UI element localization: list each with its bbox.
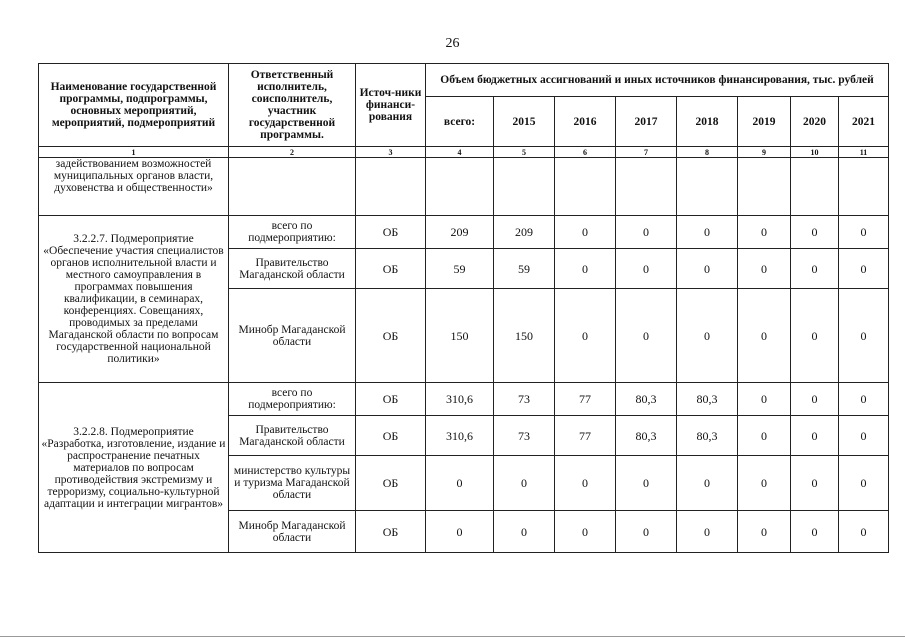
value-cell: 59 [494,249,555,289]
source-cell: ОБ [356,383,426,416]
value-cell: 0 [555,511,616,553]
value-cell: 0 [616,249,677,289]
value-cell: 77 [555,416,616,456]
column-number: 8 [677,147,738,158]
executor-cell: Правительство Магаданской области [229,416,356,456]
executor-cell: Правительство Магаданской области [229,249,356,289]
value-cell: 0 [738,216,791,249]
value-cell: 310,6 [426,383,494,416]
executor-cell: Минобр Магаданской области [229,289,356,383]
header-year: 2016 [555,97,616,147]
value-cell: 0 [839,416,889,456]
value-cell: 0 [426,456,494,511]
column-number-row [39,147,889,158]
header-program-name: Наименование государственной программы, подпрограммы, основных мероприятий, мероприятий, подмероприятий [39,64,229,147]
source-cell: ОБ [356,249,426,289]
value-cell: 0 [791,456,839,511]
value-cell: 0 [738,289,791,383]
value-cell: 0 [555,456,616,511]
value-cell: 73 [494,416,555,456]
value-cell: 0 [616,289,677,383]
scan-edge-line [0,636,905,637]
value-cell: 0 [839,289,889,383]
value-cell: 0 [738,416,791,456]
value-cell: 0 [616,456,677,511]
subactivity-3227-name: 3.2.2.7. Подмероприятие «Обеспечение участия специалистов органов исполнительной власти и местного самоуправления в программах повышения квалификации, в семинарах, конференциях. Совещаниях, проводимых за пределами Магаданской области по вопросам государственной национальной политики» [39,216,229,383]
column-number: 10 [791,147,839,158]
value-cell: 0 [791,511,839,553]
subactivity-3228-name: 3.2.2.8. Подмероприятие «Разработка, изготовление, издание и распространение печатных материалов по вопросам противодействия экстремизму и терроризму, социально-культурной адаптации и интеграции мигрантов» [39,383,229,553]
value-cell: 77 [555,383,616,416]
executor-cell: Минобр Магаданской области [229,511,356,553]
source-cell: ОБ [356,216,426,249]
value-cell: 0 [791,249,839,289]
value-cell: 209 [426,216,494,249]
value-cell: 0 [677,511,738,553]
source-cell: ОБ [356,456,426,511]
continuation-text: задействованием возможностей муниципальных органов власти, духовенства и общественности» [39,158,229,216]
value-cell: 0 [494,456,555,511]
value-cell: 0 [677,216,738,249]
header-year: 2015 [494,97,555,147]
value-cell: 0 [839,383,889,416]
value-cell: 0 [839,216,889,249]
value-cell: 73 [494,383,555,416]
header-year: 2019 [738,97,791,147]
value-cell: 0 [494,511,555,553]
value-cell: 80,3 [616,383,677,416]
page-number: 26 [445,36,460,51]
value-cell: 0 [616,216,677,249]
column-number: 1 [39,147,229,158]
header-executor: Ответственный исполнитель, соисполнитель, участник государственной программы. [229,64,356,147]
source-cell: ОБ [356,511,426,553]
column-number: 11 [839,147,889,158]
value-cell: 209 [494,216,555,249]
value-cell: 0 [839,249,889,289]
continuation-row [39,158,889,216]
column-number: 7 [616,147,677,158]
column-number: 4 [426,147,494,158]
value-cell: 0 [616,511,677,553]
table-row [39,383,889,416]
value-cell: 0 [791,289,839,383]
header-funding-source: Источ-ники финанси-рования [356,64,426,147]
value-cell: 150 [494,289,555,383]
value-cell: 0 [555,216,616,249]
header-row-top [39,64,889,97]
value-cell: 80,3 [616,416,677,456]
source-cell: ОБ [356,289,426,383]
value-cell: 0 [839,456,889,511]
value-cell: 80,3 [677,416,738,456]
value-cell: 0 [677,456,738,511]
column-number: 9 [738,147,791,158]
header-year: 2021 [839,97,889,147]
header-year: 2018 [677,97,738,147]
value-cell: 150 [426,289,494,383]
budget-table [38,63,889,553]
value-cell: 0 [677,289,738,383]
value-cell: 310,6 [426,416,494,456]
value-cell: 0 [738,456,791,511]
executor-cell: всего по подмероприятию: [229,383,356,416]
source-cell: ОБ [356,416,426,456]
column-number: 3 [356,147,426,158]
value-cell: 0 [738,511,791,553]
column-number: 6 [555,147,616,158]
value-cell: 0 [791,416,839,456]
value-cell: 0 [791,383,839,416]
value-cell: 59 [426,249,494,289]
value-cell: 0 [839,511,889,553]
value-cell: 0 [738,249,791,289]
value-cell: 0 [791,216,839,249]
executor-cell: министерство культуры и туризма Магаданской области [229,456,356,511]
column-number: 5 [494,147,555,158]
header-budget-volume: Объем бюджетных ассигнований и иных источников финансирования, тыс. рублей [426,64,889,97]
header-year: 2020 [791,97,839,147]
header-year: 2017 [616,97,677,147]
value-cell: 80,3 [677,383,738,416]
value-cell: 0 [555,289,616,383]
value-cell: 0 [738,383,791,416]
value-cell: 0 [555,249,616,289]
value-cell: 0 [426,511,494,553]
table-row [39,216,889,249]
value-cell: 0 [677,249,738,289]
header-total: всего: [426,97,494,147]
executor-cell: всего по подмероприятию: [229,216,356,249]
column-number: 2 [229,147,356,158]
